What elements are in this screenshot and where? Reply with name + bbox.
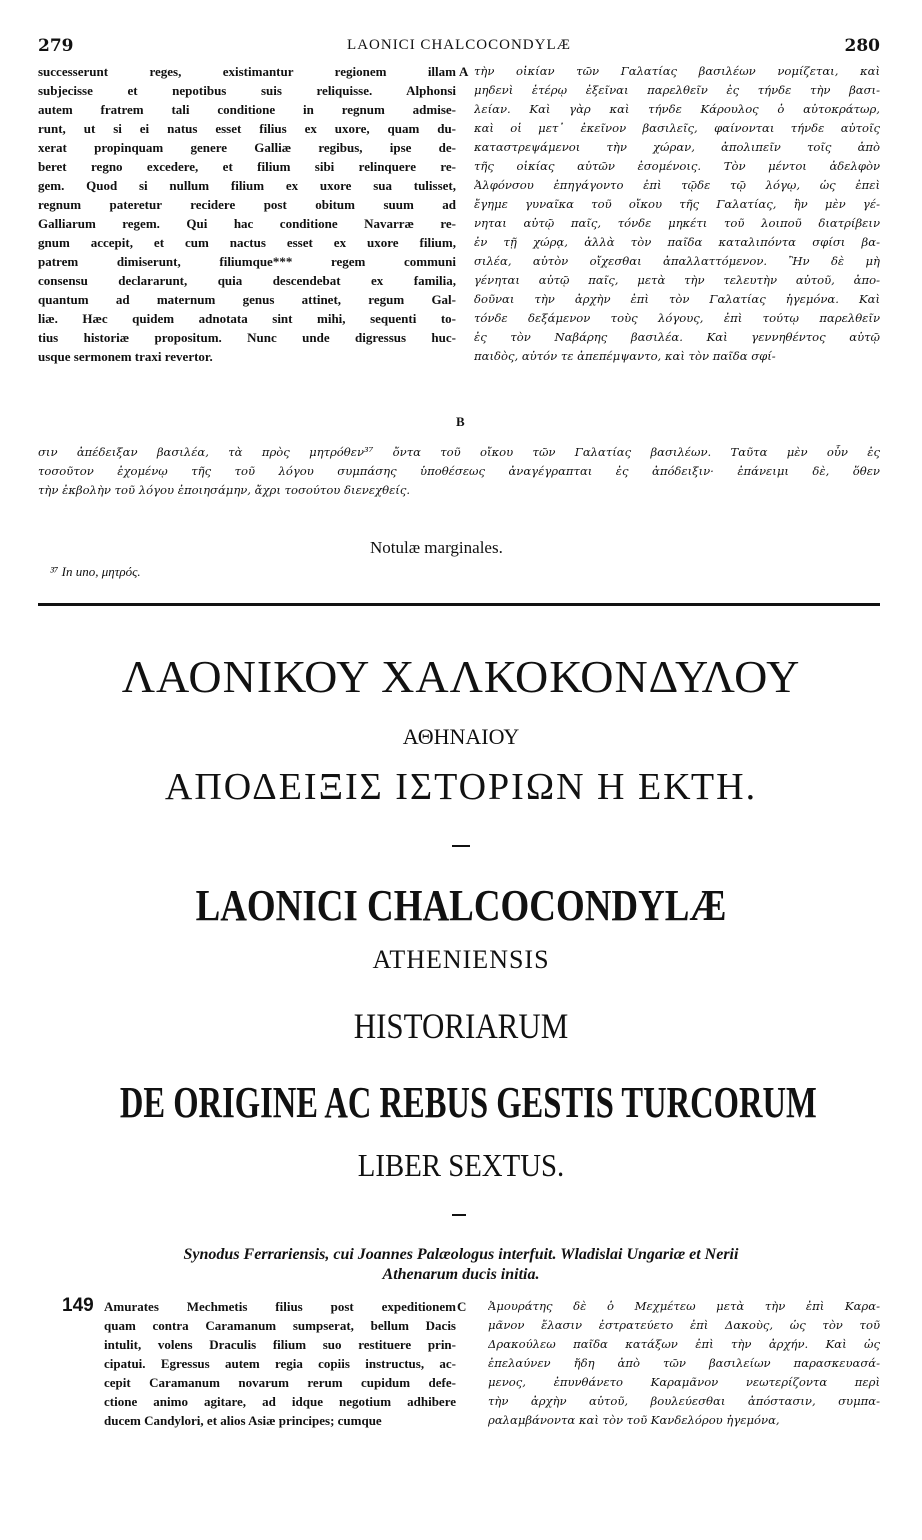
text-line: autem fratrem tali conditione in regnum admise-: [38, 102, 456, 117]
text-line: ἐπελαύνεν ἤδη ἀπὸ τῶν βασιλείων παρασκευασά-: [488, 1356, 880, 1370]
margin-marker-b: B: [456, 414, 465, 429]
section-rule: [38, 603, 880, 606]
text-line: Galliarum regem. Qui hac conditione Navarræ re-: [38, 216, 456, 231]
text-line: σιν ἀπέδειξαν βασιλέα, τὰ πρὸς μητρόθεν³⁷ ὄντα τοῦ οἴκου τῶν Γαλατίας βασιλέων. Ταῦτα μὲν οὖν ἐς: [38, 445, 880, 459]
text-line: quantum ad maternum genus attinet, regum Gal-: [38, 292, 456, 307]
chapter-summary: [0, 1245, 922, 1285]
text-line: gem. Quod si nullum filium ex uxore sua tulisset,: [38, 178, 456, 193]
text-line: καταστρεψάμενοι τὴν χώραν, ἀπολιπεῖν τοῖς ἀπὸ: [474, 140, 880, 154]
page-header: [38, 36, 880, 58]
latin-subject-title: DE ORIGINE AC REBUS GESTIS TURCORUM: [119, 1078, 817, 1127]
margin-marker-c: C: [457, 1299, 467, 1314]
text-line: tius historiæ propositum. Nunc unde digressus huc-: [38, 330, 456, 345]
text-line: καὶ οἱ μετ᾽ ἐκεῖνον βασιλεῖς, φαίνονται τήνδε αὐτοῖς: [474, 121, 880, 135]
top-latin-column: [38, 62, 456, 366]
text-line: δοῦναι τὴν ἀρχὴν ἐπὶ τὸν Γαλατίας ἡγεμόνα. Καὶ: [474, 292, 880, 306]
top-greek-column: [474, 62, 880, 366]
summary-line: Athenarum ducis initia.: [382, 1266, 540, 1283]
text-line: cepit Caramanum novarum rerum cupidum defe-: [104, 1375, 456, 1390]
full-width-greek-text: [38, 443, 880, 500]
text-line: ctione animo agitare, ad idque negotium adhibere: [104, 1394, 456, 1409]
text-line: ραλαμβάνοντα καὶ τὸν τοῦ Κανδελόρου ἡγεμόνα,: [488, 1413, 780, 1427]
marginal-notes-title: Notulæ marginales.: [370, 538, 503, 557]
text-line: τόνδε δεξάμενον τοὺς λόγους, ἐπὶ τούτῳ παρελθεῖν: [474, 311, 880, 325]
text-line: Ἀλφόνσου ἐπηγάγοντο ἐπὶ τῷδε τῷ λόγῳ, ὡς ἐπεὶ: [474, 178, 880, 192]
latin-historiarum-title: HISTORIARUM: [353, 1006, 569, 1046]
text-line: τῆς οἰκίας αὐτῶν ἐσομένοις. Τὸν μέντοι ἀδελφὸν: [474, 159, 880, 173]
text-line: xerat propinquam genere Galliæ regibus, ipse de-: [38, 140, 456, 155]
text-line: ducem Candylori, et alios Asiæ principes; cumque: [104, 1413, 382, 1428]
latin-book-title: LIBER SEXTUS.: [357, 1147, 565, 1183]
text-line: quam contra Caramanum sumpserat, bellum Dacis: [104, 1318, 456, 1333]
text-line: Δρακούλεω παῖδα κατάξων ἐπὶ τὴν ἀρχήν. Καὶ ὡς: [488, 1337, 880, 1351]
text-line: patrem dimiserunt, filiumque*** regem communi: [38, 254, 456, 269]
section-number: 149: [62, 1295, 94, 1316]
text-line: intulit, volens Draculis filium suo restituere prin-: [104, 1337, 456, 1352]
text-line: ἐς τὸν Ναβάρης βασιλέα. Καὶ γεννηθέντος αὐτῷ: [474, 330, 880, 344]
text-line: regnum pateretur recidere post obitum suum ad: [38, 197, 456, 212]
text-line: μᾶνον ἔλασιν ἐστρατεύετο ἐπὶ Δακοὺς, ὡς τὸν τοῦ: [488, 1318, 880, 1332]
text-line: νηται αὐτῷ παῖς, τόνδε μηκέτι τοῦ λοιποῦ διατρίβειν: [474, 216, 880, 230]
text-line: ἐν τῇ χώρᾳ, ἀλλὰ τὸν παῖδα καταλιπόντα σφίσι βα-: [474, 235, 880, 249]
text-line: beret regno excedere, et filium sibi relinquere re-: [38, 159, 456, 174]
subtitle-dash: [452, 1214, 466, 1216]
text-line: gnum accepit, et cum nactus esset ex uxore filium,: [38, 235, 456, 250]
text-line: τὴν ἀρχὴν αὐτοῦ, βουλεύεσθαι ἀπόστασιν, συμπα-: [488, 1394, 880, 1408]
summary-line: Synodus Ferrariensis, cui Joannes Palæologus interfuit. Wladislai Ungariæ et Nerii: [183, 1246, 739, 1263]
title-dash: [452, 845, 470, 847]
text-line: usque sermonem traxi revertor.: [38, 349, 213, 364]
greek-book-title: ΑΠΟΔΕΙΞΙΣ ΙΣΤΟΡΙΩΝ Η ΕΚΤΗ.: [164, 766, 758, 808]
greek-author-title: ΛΑΟΝΙΚΟΥ ΧΑΛΚΟΚΟΝΔΥΛΟΥ: [121, 651, 801, 702]
page-number-right: 280: [844, 36, 880, 56]
text-line: consensu declararunt, quia descendebat ex familia,: [38, 273, 456, 288]
text-line: τοσοῦτον ἐχομένῳ τῆς τοῦ λόγου συμπάσης ὑποθέσεως ἀναγέγραπται ἐς ἀπόδειξιν· ἐπάνειμι δὲ, ὅθεν: [38, 464, 880, 478]
text-line: μηδενὶ ἑτέρῳ ἐξεῖναι παρελθεῖν ἐς τήνδε τὴν βασι-: [474, 83, 880, 97]
text-line: Ἀμουράτης δὲ ὁ Μεχμέτεω μετὰ τὴν ἐπὶ Καρα-: [488, 1299, 880, 1313]
text-line: τὴν οἰκίαν τῶν Γαλατίας βασιλέων νομίζεται, καὶ: [474, 64, 880, 78]
text-line: subjecisse et nepotibus suis reliquisse. Alphonsi: [38, 83, 456, 98]
footnote: ³⁷ In uno, μητρός.: [50, 564, 141, 579]
latin-origin-title: ATHENIENSIS: [372, 945, 550, 974]
page-number-left: 279: [38, 36, 74, 56]
text-line: τὴν ἐκβολὴν τοῦ λόγου ἐποιησάμην, ἄχρι τοσούτου διενεχθείς.: [38, 483, 411, 497]
text-line: Amurates Mechmetis filius post expeditionem: [104, 1299, 456, 1314]
text-line: παιδὸς, αὐτόν τε ἀπεπέμψαντο, καὶ τὸν παῖδα σφί-: [474, 349, 776, 363]
text-line: cipatui. Egressus autem regia copiis instructus, ac-: [104, 1356, 456, 1371]
text-line: λείαν. Καὶ γὰρ καὶ τήνδε Κάρουλος ὁ αὐτοκράτωρ,: [474, 102, 880, 116]
greek-origin-title: ΑΘΗΝΑΙΟΥ: [402, 724, 520, 749]
text-line: successerunt reges, existimantur regionem illam: [38, 64, 456, 79]
margin-marker-a: A: [459, 64, 469, 79]
text-line: σιλέα, αὐτὸν οἴχεσθαι ἀπαλλαττόμενον. Ἢν δὲ μὴ: [474, 254, 880, 268]
text-line: runt, ut si ei natus esset filius ex uxore, quam du-: [38, 121, 456, 136]
text-line: liæ. Hæc quidem adnotata sint mihi, sequenti to-: [38, 311, 456, 326]
running-title: LAONICI CHALCOCONDYLÆ: [347, 37, 571, 53]
text-line: μενος, ἐπυνθάνετο Καραμᾶνον νεωτερίζοντα περὶ: [488, 1375, 880, 1389]
text-line: γένηται αὐτῷ παῖς, μετὰ τὴν τελευτὴν αὐτοῦ, ἀπο-: [474, 273, 880, 287]
bottom-greek-column: [488, 1297, 880, 1430]
text-line: ἔγημε γυναῖκα τοῦ οἴκου τῆς Γαλατίας, ἢν μὲν γέ-: [474, 197, 880, 211]
bottom-latin-column: [104, 1297, 456, 1430]
latin-author-title: LAONICI CHALCOCONDYLÆ: [195, 881, 727, 930]
